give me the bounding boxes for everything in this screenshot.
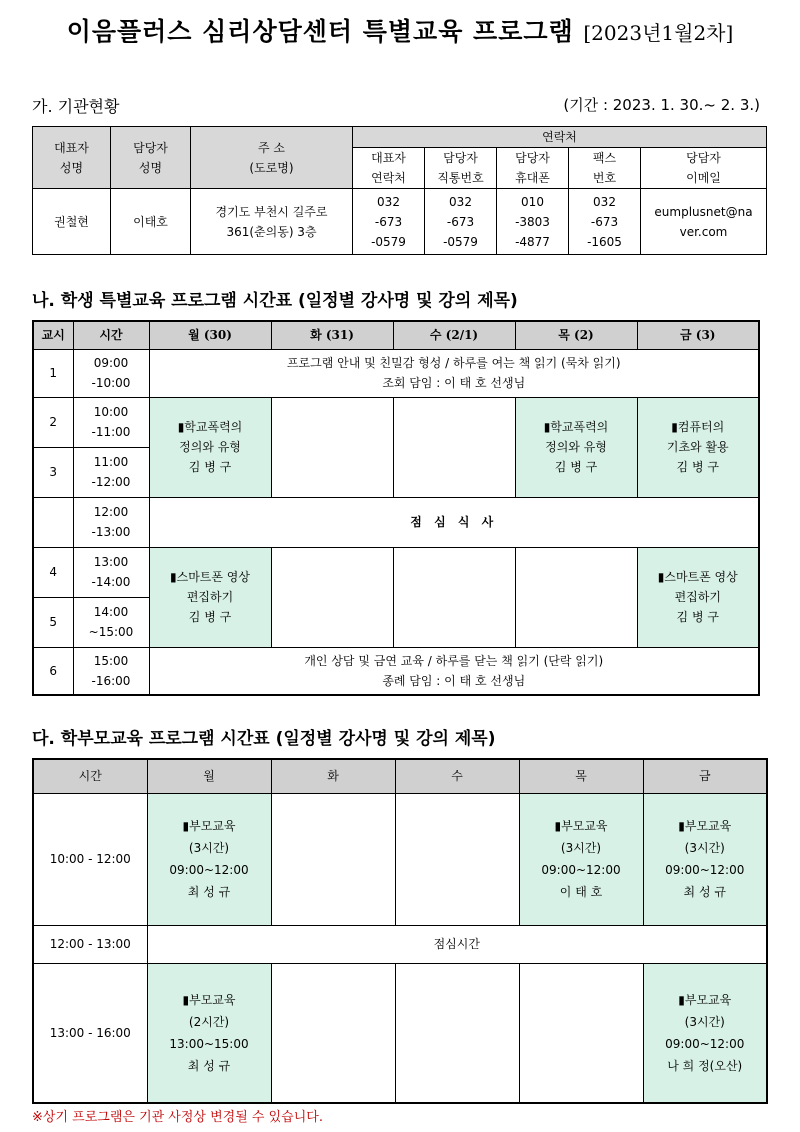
staff-name-cell: 이태호 [111, 189, 191, 255]
header-wed: 수 (2/1) [393, 321, 515, 349]
header-thu: 목 [519, 759, 643, 793]
period-no: 4 [33, 547, 73, 597]
page-title [0, 12, 800, 48]
header-thu: 목 (2) [515, 321, 637, 349]
wed-am-empty [393, 397, 515, 497]
wed-am-empty [395, 793, 519, 925]
fri-pm-class: ▮스마트폰 영상 편집하기 김 병 구 [637, 547, 759, 647]
period-no [33, 497, 73, 547]
header-rep-phone: 대표자 연락처 [353, 148, 425, 189]
header-fax: 팩스 번호 [569, 148, 641, 189]
period-no: 5 [33, 597, 73, 647]
period-time: 14:00 ~15:00 [73, 597, 149, 647]
rep-name-cell: 권철현 [33, 189, 111, 255]
tue-pm-empty [271, 547, 393, 647]
fri-am-class: ▮컴퓨터의 기초와 활용 김 병 구 [637, 397, 759, 497]
header-mon: 월 [147, 759, 271, 793]
thu-pm-empty [519, 963, 643, 1103]
slot-time: 10:00 - 12:00 [33, 793, 147, 925]
period-no: 3 [33, 447, 73, 497]
header-wed: 수 [395, 759, 519, 793]
rep-phone-cell: 032 -673 -0579 [353, 189, 425, 255]
parent-lunch-cell: 점심시간 [147, 925, 767, 963]
slot-time: 12:00 - 13:00 [33, 925, 147, 963]
header-period: 교시 [33, 321, 73, 349]
fri-am-parent-class: ▮부모교육 (3시간) 09:00~12:00 최 성 규 [643, 793, 767, 925]
address-cell: 경기도 부천시 길주로 361(춘의동) 3층 [191, 189, 353, 255]
wed-pm-empty [395, 963, 519, 1103]
fax-cell: 032 -673 -1605 [569, 189, 641, 255]
mobile-cell: 010 -3803 -4877 [497, 189, 569, 255]
header-time: 시간 [73, 321, 149, 349]
parent-schedule-table [32, 758, 768, 1104]
header-rep-name: 대표자 성명 [33, 127, 111, 189]
header-tue: 화 (31) [271, 321, 393, 349]
header-address: 주 소 (도로명) [191, 127, 353, 189]
header-email: 당담자 이메일 [641, 148, 767, 189]
mon-am-parent-class: ▮부모교육 (3시간) 09:00~12:00 최 성 규 [147, 793, 271, 925]
tue-pm-empty [271, 963, 395, 1103]
thu-am-class: ▮학교폭력의 정의와 유형 김 병 구 [515, 397, 637, 497]
period-time: 09:00 -10:00 [73, 349, 149, 397]
thu-pm-empty [515, 547, 637, 647]
section-a-period: (기간 : 2023. 1. 30.~ 2. 3.) [563, 96, 760, 114]
title-sub: [2023년1월2차] [583, 21, 734, 45]
section-a-heading: 가. 기관현황 [32, 97, 120, 116]
mon-am-class: ▮학교폭력의 정의와 유형 김 병 구 [149, 397, 271, 497]
period-time: 11:00 -12:00 [73, 447, 149, 497]
institution-table [32, 126, 767, 255]
thu-am-parent-class: ▮부모교육 (3시간) 09:00~12:00 이 태 호 [519, 793, 643, 925]
closing-program-cell: 개인 상담 및 금연 교육 / 하루를 닫는 책 읽기 (단락 읽기) 종례 담임 : 이 태 호 선생님 [149, 647, 759, 695]
header-mobile: 담당자 휴대폰 [497, 148, 569, 189]
footnote: ※상기 프로그램은 기관 사정상 변경될 수 있습니다. [32, 1110, 323, 1125]
period-time: 12:00 -13:00 [73, 497, 149, 547]
period-time: 13:00 -14:00 [73, 547, 149, 597]
header-direct-phone: 담당자 직통번호 [425, 148, 497, 189]
header-fri: 금 [643, 759, 767, 793]
period-no: 6 [33, 647, 73, 695]
fri-pm-parent-class: ▮부모교육 (3시간) 09:00~12:00 나 희 정(오산) [643, 963, 767, 1103]
lunch-cell: 점 심 식 사 [149, 497, 759, 547]
email-cell: eumplusnet@na ver.com [641, 189, 767, 255]
tue-am-empty [271, 397, 393, 497]
student-schedule-table [32, 320, 760, 696]
mon-pm-parent-class: ▮부모교육 (2시간) 13:00~15:00 최 성 규 [147, 963, 271, 1103]
direct-phone-cell: 032 -673 -0579 [425, 189, 497, 255]
section-c-heading: 다. 학부모교육 프로그램 시간표 (일정별 강사명 및 강의 제목) [32, 729, 496, 749]
header-mon: 월 (30) [149, 321, 271, 349]
opening-program-cell: 프로그램 안내 및 친밀감 형성 / 하루를 여는 책 읽기 (묵차 읽기) 조회 담임 : 이 태 호 선생님 [149, 349, 759, 397]
period-time: 10:00 -11:00 [73, 397, 149, 447]
mon-pm-class: ▮스마트폰 영상 편집하기 김 병 구 [149, 547, 271, 647]
header-time: 시간 [33, 759, 147, 793]
wed-pm-empty [393, 547, 515, 647]
title-main: 이음플러스 심리상담센터 특별교육 프로그램 [66, 17, 574, 46]
header-contact: 연락처 [353, 127, 767, 148]
header-tue: 화 [271, 759, 395, 793]
period-time: 15:00 -16:00 [73, 647, 149, 695]
header-staff-name: 담당자 성명 [111, 127, 191, 189]
section-b-heading: 나. 학생 특별교육 프로그램 시간표 (일정별 강사명 및 강의 제목) [32, 291, 518, 311]
slot-time: 13:00 - 16:00 [33, 963, 147, 1103]
tue-am-empty [271, 793, 395, 925]
period-no: 1 [33, 349, 73, 397]
period-no: 2 [33, 397, 73, 447]
header-fri: 금 (3) [637, 321, 759, 349]
